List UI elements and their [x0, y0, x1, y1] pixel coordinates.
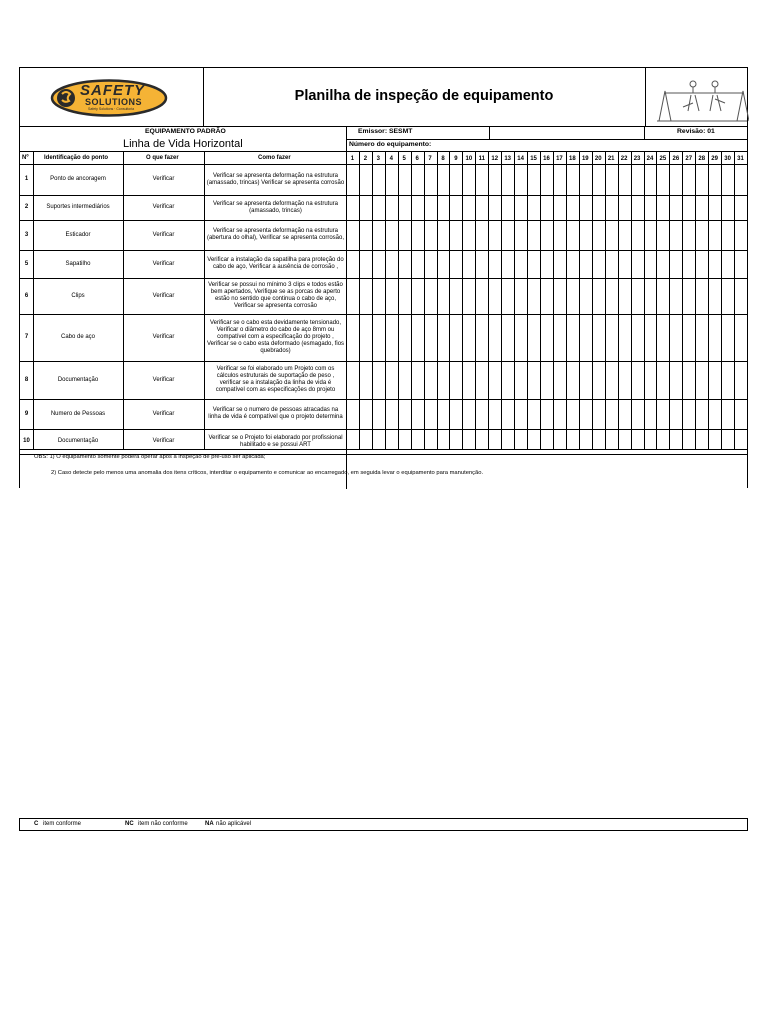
row-action: Verificar	[152, 410, 175, 417]
day-header: 2	[363, 156, 368, 162]
row-how: Verificar a instalação da sapatilha para proteção do cabo de aço, Verificar a ausência de corrosão ,	[207, 257, 344, 270]
day-header: 6	[415, 156, 419, 162]
row-point: Cabo de aço	[60, 334, 96, 340]
logo-subtext: SOLUTIONS	[85, 97, 143, 107]
legend-c-text: item conforme	[43, 821, 82, 827]
row-number: 8	[24, 376, 29, 383]
day-header: 29	[711, 156, 718, 162]
day-header: 18	[569, 156, 576, 162]
day-header: 1	[350, 156, 355, 162]
col-n: Nº	[22, 155, 29, 161]
day-header: 23	[633, 156, 641, 162]
day-header: 9	[454, 156, 458, 162]
row-how: Verificar se possui no mínimo 3 clips e todos estão bem apertados, Verifique se as porcas de aperto estão no sentido que continua o cabo de aço, Verificar se apresenta corrosão	[208, 282, 343, 309]
day-header: 26	[672, 156, 680, 162]
row-number: 10	[23, 438, 30, 444]
row-number: 1	[24, 176, 29, 182]
logo-tagline: Safety Solutions · Consultoria	[88, 107, 135, 111]
day-header: 3	[376, 156, 380, 162]
row-point: Numero de Pessoas	[50, 410, 106, 417]
day-header: 28	[698, 156, 706, 162]
legend-na-code: NA	[205, 821, 214, 827]
legend-na-text: não aplicável	[216, 821, 252, 827]
row-how: Verificar se o Projeto foi elaborado por profissional habilitado e se possui ART	[208, 434, 343, 448]
lifeline-workers-illustration	[653, 73, 749, 125]
day-header: 21	[607, 156, 615, 162]
day-header: 8	[441, 156, 445, 162]
day-header: 5	[402, 156, 406, 162]
row-number: 7	[24, 334, 29, 340]
row-point: Documentação	[57, 376, 99, 383]
row-action: Verificar	[152, 204, 175, 210]
row-how: Verificar se apresenta deformação na estrutura (amassado, trincas)	[212, 200, 339, 214]
row-number: 5	[24, 260, 29, 267]
day-header: 25	[659, 156, 667, 162]
row-how: Verificar se o numero de pessoas atracadas na linha de vida é compatível que o projeto determina	[208, 407, 343, 420]
obs-line-1: OBS: 1) O equipamento somente poderá operar após a inspeção de pré-uso ser aplicada;	[34, 454, 266, 460]
row-point: Suportes intermediários	[46, 204, 110, 210]
day-header: 19	[581, 156, 589, 162]
day-header: 16	[543, 156, 550, 162]
row-number: 9	[24, 410, 29, 417]
page-title: Planilha de inspeção de equipamento	[294, 88, 554, 104]
row-action: Verificar	[152, 231, 175, 238]
day-header: 7	[428, 156, 432, 162]
row-how: Verificar se apresenta deformação na estrutura (amassado, trincas) Verificar se apresenta corrosão	[206, 172, 345, 186]
col-identificacao: Identificação do ponto	[44, 155, 108, 161]
row-action: Verificar	[152, 292, 175, 299]
row-number: 3	[24, 231, 29, 238]
row-action: Verificar	[152, 176, 175, 182]
day-header: 20	[594, 156, 602, 162]
legend-nc-code: NC	[125, 821, 134, 827]
legend-bar	[19, 818, 748, 831]
inspection-sheet	[19, 67, 748, 488]
row-action: Verificar	[152, 260, 175, 267]
row-number: 2	[24, 204, 29, 210]
row-point: Sapatilho	[65, 260, 91, 267]
day-header: 27	[685, 156, 693, 162]
day-header: 24	[646, 156, 654, 162]
day-header: 22	[620, 156, 628, 162]
legend-c-code: C	[34, 821, 39, 827]
row-point: Clips	[71, 292, 85, 299]
day-header: 12	[491, 156, 499, 162]
row-action: Verificar	[152, 376, 175, 383]
row-point: Esticador	[65, 231, 91, 238]
day-header: 15	[530, 156, 537, 162]
col-o-que-fazer: O que fazer	[146, 155, 179, 161]
day-header: 14	[517, 156, 524, 162]
row-how: Verificar se foi elaborado um Projeto com os cálculos estruturais de suportação de peso , verificar se a instalação da linha de vida é compatível com as especificações do projeto	[215, 366, 336, 393]
legend-nc-text: item não conforme	[138, 821, 188, 827]
equipment-number-label: Número do equipamento:	[349, 141, 432, 148]
revision-label: Revisão: 01	[677, 128, 715, 135]
row-action: Verificar	[152, 438, 175, 444]
day-header: 30	[724, 156, 731, 162]
row-how: Verificar se o cabo esta devidamente tensionado, Verificar o diâmetro do cabo de aço 8mm ou compatível com a especificação do projeto , Verificar se o cabo esta deformado (esmagado, fios quebrados)	[206, 320, 345, 354]
row-how: Verificar se apresenta deformação na estrutura (abertura do olhal), Verificar se apresenta corrosão,	[206, 228, 345, 241]
day-header: 13	[504, 156, 512, 162]
day-header: 31	[737, 156, 744, 162]
day-header: 17	[556, 156, 563, 162]
equipment-name: Linha de Vida Horizontal	[123, 138, 243, 150]
col-como-fazer: Como fazer	[258, 155, 291, 161]
logo-text: SAFETY	[80, 82, 146, 99]
row-number: 6	[24, 292, 29, 299]
safety-solutions-logo	[50, 79, 168, 117]
day-header: 10	[465, 156, 473, 162]
row-point: Documentação	[57, 438, 99, 444]
day-header: 4	[389, 156, 393, 162]
obs-line-2: 2) Caso detecte pelo menos uma anomalia dos itens críticos, interditar o equipamento e comunicar ao encarregado, em seguida levar o equipamento para manutenção.	[51, 470, 484, 476]
equipment-label: EQUIPAMENTO PADRÃO	[145, 128, 226, 135]
row-action: Verificar	[152, 334, 175, 340]
emissor-label: Emissor: SESMT	[358, 128, 413, 135]
row-point: Ponto de ancoragem	[50, 176, 106, 182]
day-header: 11	[478, 156, 485, 162]
